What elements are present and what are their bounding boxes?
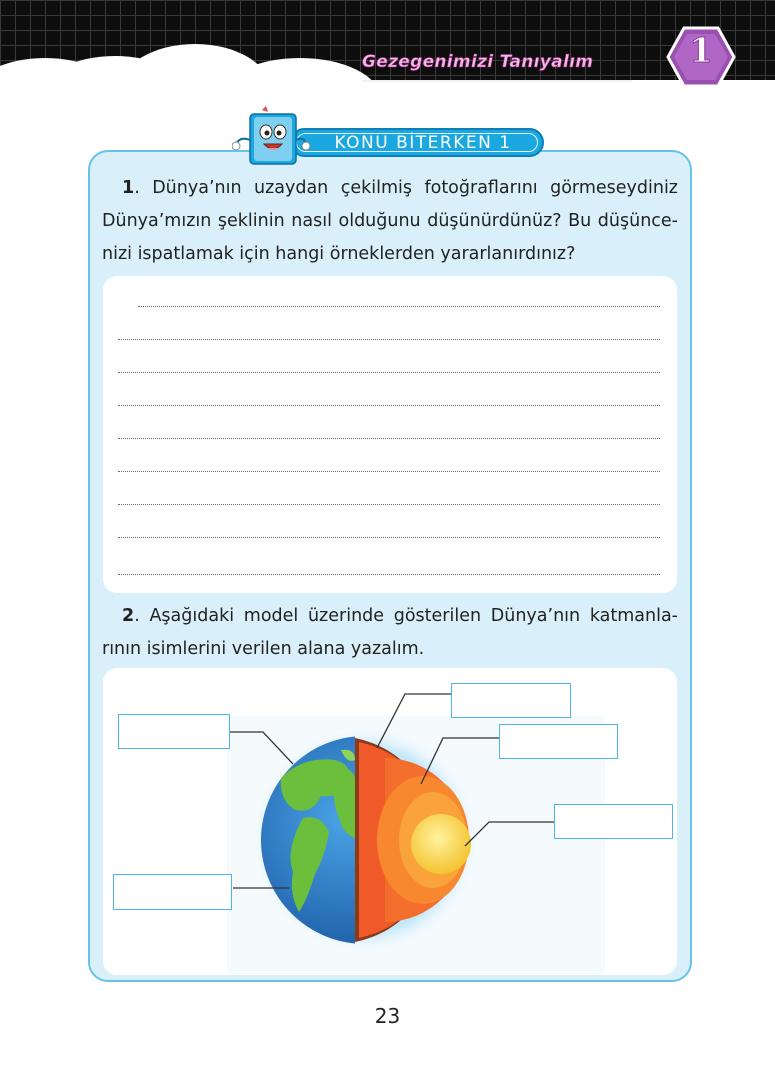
question-2-line-1: 2. Aşağıdaki model üzerinde gösterilen Dünya’nın katmanla- [122, 606, 678, 626]
book-mascot-icon [232, 106, 310, 168]
question-1-line-2: Dünya’mızın şeklinin nasıl olduğunu düşünürdünüz? Bu düşünce- [102, 211, 678, 231]
chapter-number: 1 [689, 31, 713, 71]
layer-label-box-mantle[interactable] [499, 724, 618, 759]
answer-line[interactable] [118, 372, 660, 373]
question-1-text [102, 172, 678, 271]
page-number: 23 [374, 1004, 401, 1028]
answer-line[interactable] [138, 306, 660, 307]
question-2-text [102, 600, 678, 666]
question-2-line-2: rının isimlerini verilen alana yazalım. [102, 639, 425, 659]
layer-label-box-crust[interactable] [451, 683, 571, 718]
section-banner [290, 128, 544, 157]
answer-area[interactable] [103, 276, 677, 593]
layer-label-box-surface[interactable] [113, 874, 232, 910]
answer-line[interactable] [118, 339, 660, 340]
answer-line[interactable] [118, 405, 660, 406]
answer-line[interactable] [118, 471, 660, 472]
question-1-number: 1 [122, 178, 135, 198]
answer-line[interactable] [118, 537, 660, 538]
layer-label-box-atmosphere[interactable] [118, 714, 230, 749]
question-1-line-1: 1. Dünya’nın uzaydan çekilmiş fotoğraflarını görmeseydiniz [122, 178, 678, 198]
question-1-line-3: nizi ispatlamak için hangi örneklerden yararlanırdınız? [102, 244, 576, 264]
section-title: KONU BİTERKEN 1 [334, 132, 512, 153]
answer-line[interactable] [118, 504, 660, 505]
chapter-title-text: Gezegenimizi Tanıyalım [362, 52, 594, 72]
layer-label-box-core[interactable] [554, 804, 673, 839]
answer-line[interactable] [118, 574, 660, 575]
chapter-title [362, 52, 642, 80]
chapter-title-underline [362, 80, 632, 82]
answer-line[interactable] [118, 438, 660, 439]
question-2-number: 2 [122, 606, 135, 626]
